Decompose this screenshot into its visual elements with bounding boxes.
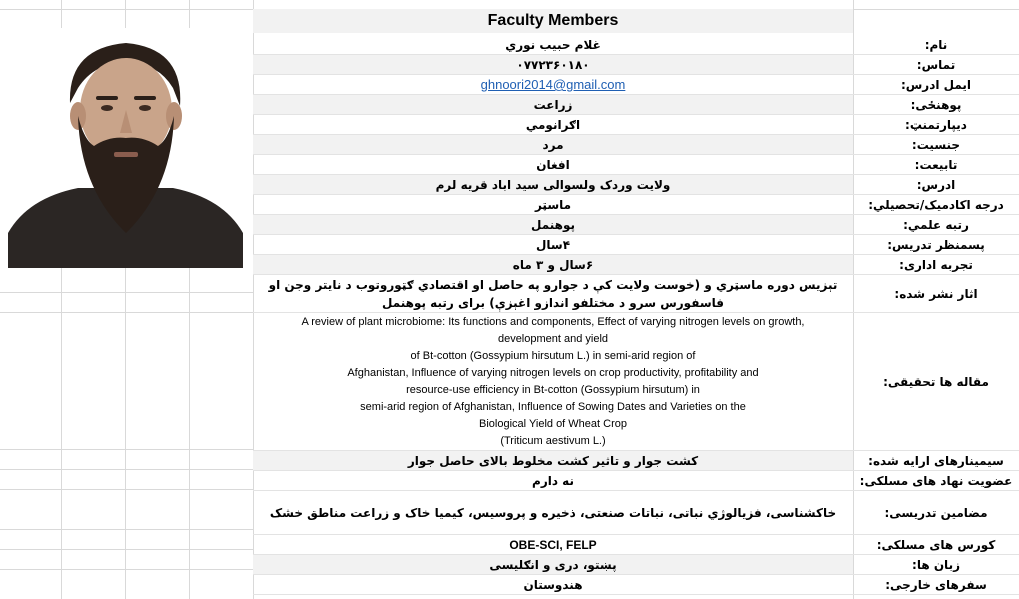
row-name (253, 35, 1019, 55)
row-email (253, 75, 1019, 95)
row-research (253, 313, 1019, 451)
languages-label: زبان ها: (912, 557, 960, 572)
admin-label: تجربه اداری: (899, 257, 973, 272)
department-value[interactable]: اګرانومي (525, 117, 581, 132)
contact-value[interactable]: ۰۷۷۲۳۶۰۱۸۰ (253, 55, 853, 74)
nationality-label: تابیعت: (914, 157, 958, 172)
courses-value[interactable]: OBE-SCI, FELP (509, 537, 597, 552)
row-address (253, 175, 1019, 195)
publications-label: اثار نشر شده: (894, 286, 978, 301)
research-line: of Bt-cotton (Gossypium hirsutum L.) in semi-arid region of (410, 349, 696, 362)
research-label: مقاله ها تحقیقی: (883, 374, 989, 389)
faculty-label: پوهنځی: (910, 97, 962, 112)
row-admin (253, 255, 1019, 275)
address-label: ادرس: (916, 177, 956, 192)
row-faculty (253, 95, 1019, 115)
research-line: A review of plant microbiome: Its functions and components, Effect of varying nitrogen levels on growth, (301, 315, 805, 328)
grid-row-line (0, 489, 253, 490)
membership-value[interactable]: نه دارم (532, 473, 574, 488)
row-degree (253, 195, 1019, 215)
name-label: نام: (924, 37, 948, 52)
department-label: دیپارتمنټ: (905, 117, 967, 132)
row-teaching (253, 235, 1019, 255)
grid-row-line (0, 469, 253, 470)
name-value[interactable]: غلام حبیب نوري (505, 37, 601, 52)
row-travel (253, 575, 1019, 595)
row-courses (253, 535, 1019, 555)
grid-row-line (0, 529, 253, 530)
research-line: (Triticum aestivum L.) (500, 434, 606, 447)
grid-row-line (0, 569, 253, 570)
gender-label: جنسیت: (911, 137, 961, 152)
row-languages (253, 555, 1019, 575)
seminars-label: سیمینارهای ارایه شده: (868, 453, 1004, 468)
faculty-value[interactable]: زراعت (253, 95, 853, 114)
profile-photo (8, 28, 243, 268)
research-line: resource-use efficiency in Bt-cotton (Gossypium hirsutum) in (406, 383, 700, 396)
row-contact (253, 55, 1019, 75)
courses-label: کورس های مسلکی: (876, 537, 996, 552)
grid-row-line (853, 9, 1019, 10)
grid-row-line (0, 9, 253, 10)
travel-label: سفرهای خارجی: (885, 577, 987, 592)
row-seminars (253, 451, 1019, 471)
grid-row-line (0, 312, 253, 313)
contact-label: تماس: (916, 57, 956, 72)
grid-row-line (0, 449, 253, 450)
research-line: Biological Yield of Wheat Crop (479, 417, 627, 430)
grid-row-line (0, 549, 253, 550)
seminars-value[interactable]: کشت جوار و تاثیر کشت مخلوط بالای حاصل جوار (253, 451, 853, 470)
row-publications (253, 275, 1019, 313)
page-title: Faculty Members (253, 9, 853, 33)
teaching-value[interactable]: ۴سال (535, 237, 571, 252)
publications-value[interactable]: تېزیس دوره ماسټري و (خوست ولایت کې د جوارو په حاصل او اقتصادي ګټوروتوب د نایتر وجن او فاسفورس سرو د مختلفو اندازو اغېزې) برای رتبه پوهنمل (268, 277, 838, 310)
row-nationality (253, 155, 1019, 175)
nationality-value[interactable]: افغان (536, 157, 570, 172)
research-line: semi-arid region of Afghanistan, Influence of Sowing Dates and Varieties on the (360, 400, 746, 413)
research-value[interactable] (253, 313, 853, 450)
teaching-label: پسمنظر تدریس: (887, 237, 985, 252)
research-line: development and yield (497, 332, 609, 345)
email-link[interactable]: ghnoori2014@gmail.com (480, 77, 626, 92)
row-membership (253, 471, 1019, 491)
gender-value[interactable]: مرد (253, 135, 853, 154)
rank-label: رتبه علمي: (903, 217, 969, 232)
languages-value[interactable]: پښتو، دری و انګلیسی (253, 555, 853, 574)
row-subjects (253, 491, 1019, 535)
row-rank (253, 215, 1019, 235)
subjects-label: مضامین تدریسی: (884, 505, 988, 520)
email-label: ایمل ادرس: (900, 77, 972, 92)
grid-row-line (0, 292, 253, 293)
admin-value[interactable]: ۶سال و ۳ ماه (253, 255, 853, 274)
row-department (253, 115, 1019, 135)
degree-value[interactable]: ماسټر (534, 197, 572, 212)
degree-label: درجه اکادمیک/تحصیلي: (868, 197, 1004, 212)
travel-value[interactable]: هندوستان (523, 577, 583, 592)
rank-value[interactable]: پوهنمل (253, 215, 853, 234)
row-gender (253, 135, 1019, 155)
address-value[interactable]: ولایت وردک ولسوالی سید اباد قریه لرم (253, 175, 853, 194)
subjects-value[interactable]: خاکشناسی، فزیالوژي نباتی، نباتات صنعتی، ذخیره و پروسیس، کیمیا خاک و زراعت مناطق خشک (269, 505, 837, 520)
research-line: Afghanistan, Influence of varying nitrogen levels on crop productivity, profitability and (347, 366, 759, 379)
membership-label: عضویت نهاد های مسلکی: (859, 473, 1013, 488)
